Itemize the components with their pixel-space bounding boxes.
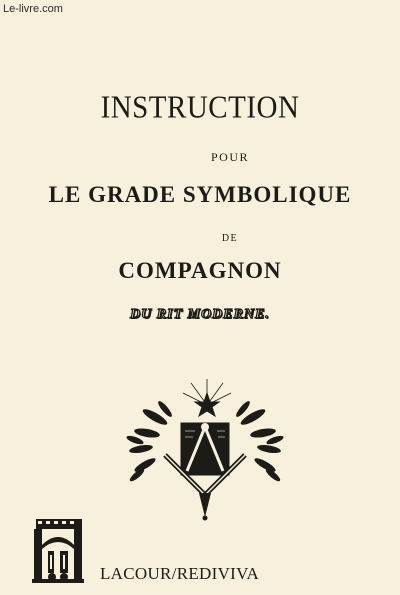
title-grade-symbolique: LE GRADE SYMBOLIQUE (48, 182, 352, 207)
publisher-name: LACOUR/REDIVIVA (100, 564, 260, 583)
title-de: DE (221, 233, 239, 244)
publisher-logo-icon (28, 515, 88, 585)
masonic-emblem-icon (125, 375, 285, 525)
title-instruction: INSTRUCTION (100, 90, 300, 126)
title-pour: POUR (210, 150, 249, 164)
site-watermark: Le-livre.com (3, 3, 63, 15)
title-rit-moderne: DU RIT MODERNE. (130, 307, 270, 322)
title-compagnon: COMPAGNON (118, 258, 282, 283)
